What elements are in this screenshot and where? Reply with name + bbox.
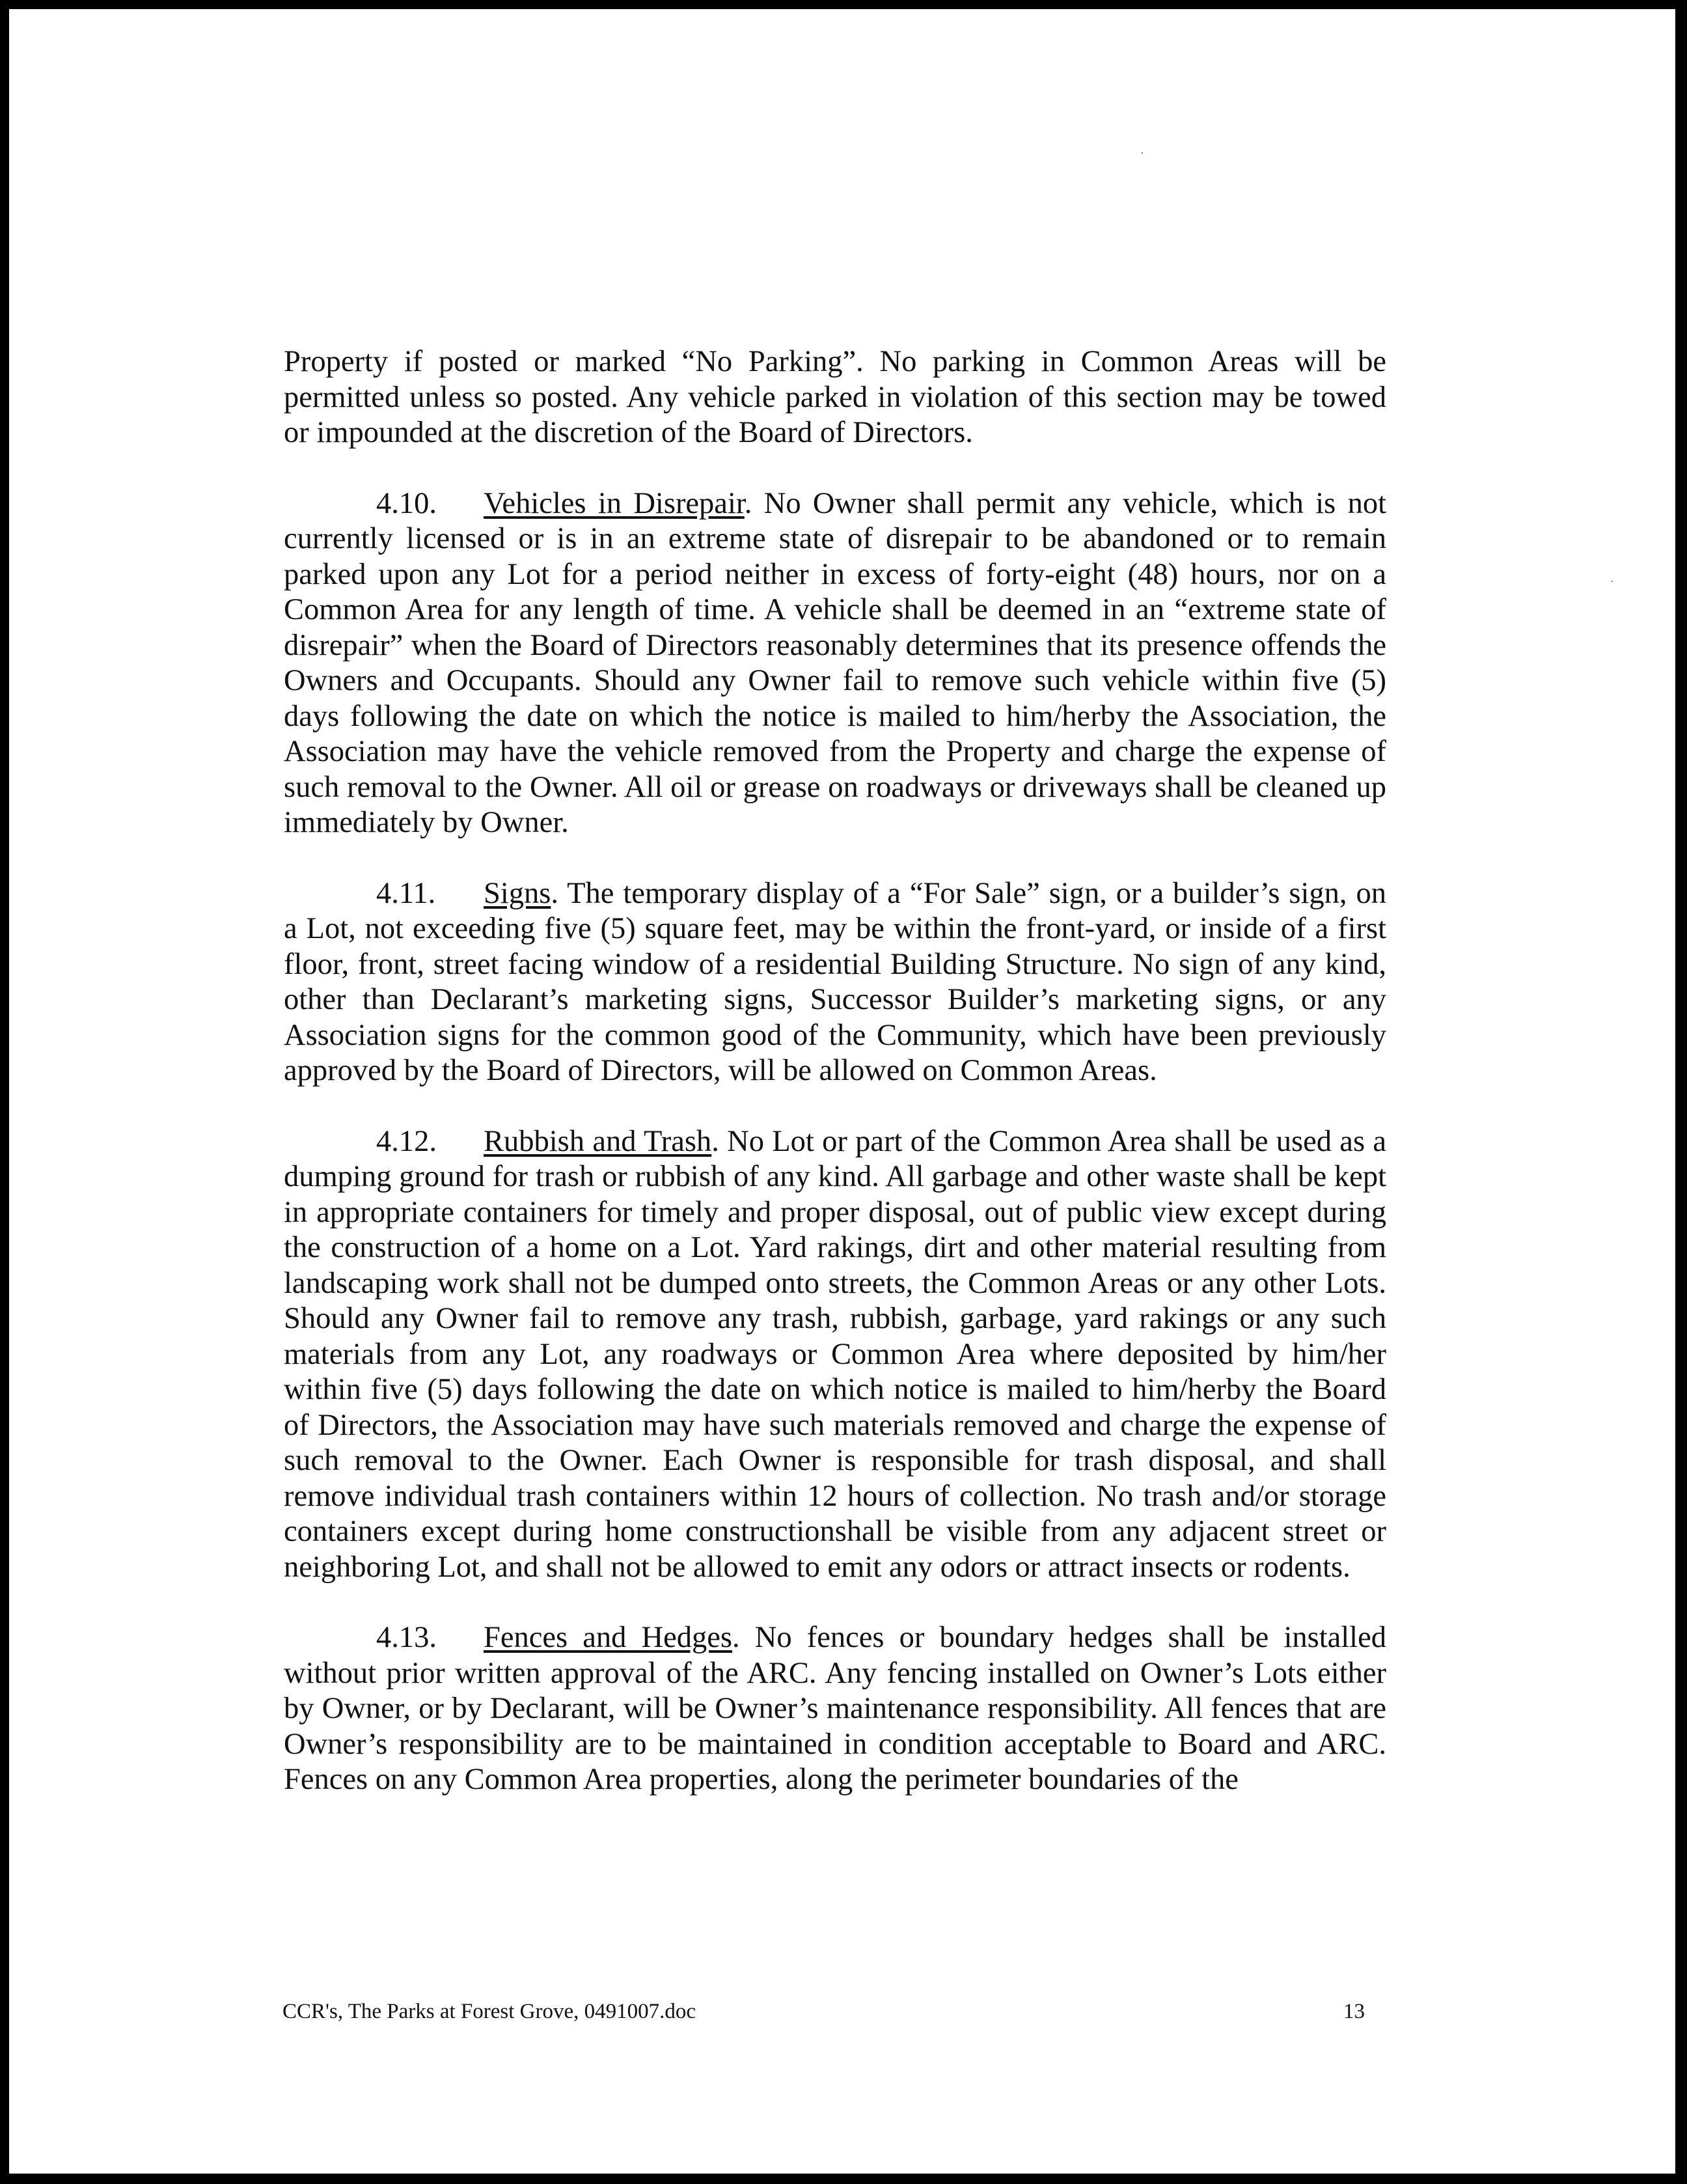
scan-speck xyxy=(1142,152,1143,154)
section-body: . No Owner shall permit any vehicle, which is not currently licensed or is in an extreme state of disrepair to be abandoned or to remain parked upon any Lot for a period neither in excess of forty-eight (48) hours, nor on a Common Area for any length of time. A vehicle shall be deemed in an “extreme state of disrepair” when the Board of Directors reasonably determines that its presence offends the Owners and Occupants. Should any Owner fail to remove such vehicle within five (5) days following the date on which the notice is mailed to him/herby the Association, the Association may have the vehicle removed from the Property and charge the expense of such removal to the Owner. All oil or grease on roadways or driveways shall be cleaned up immediately by Owner. xyxy=(284,486,1386,839)
section-number: 4.13. xyxy=(376,1621,437,1654)
document-page xyxy=(9,9,1675,2174)
page-number: 13 xyxy=(1343,2000,1365,2023)
intro-paragraph: Property if posted or marked “No Parking”. No parking in Common Areas will be permitted unless so posted. Any vehicle parked in violation of this section may be towed or impounded at the discretion of the Board of Directors. xyxy=(284,345,1386,449)
section-4-13 xyxy=(284,1620,1386,1798)
scan-speck xyxy=(1612,581,1613,582)
section-number: 4.11. xyxy=(376,876,436,910)
section-heading: Rubbish and Trash xyxy=(484,1124,712,1158)
section-number: 4.10. xyxy=(376,486,437,520)
section-4-10 xyxy=(284,486,1386,841)
section-heading: Fences and Hedges xyxy=(484,1621,732,1654)
section-number: 4.12. xyxy=(376,1124,437,1158)
section-body: . No fences or boundary hedges shall be installed without prior written approval of the ARC. Any fencing installed on Owner’s Lots either by Owner, or by Declarant, will be Owner’s maintenance responsibility. All fences that are Owner’s responsibility are to be maintained in condition acceptable to Board and ARC. Fences on any Common Area properties, along the perimeter boundaries of the xyxy=(284,1621,1386,1796)
section-body: . The temporary display of a “For Sale” sign, or a builder’s sign, on a Lot, not exceeding five (5) square feet, may be within the front-yard, or inside of a first floor, front, street facing window of a residential Building Structure. No sign of any kind, other than Declarant’s marketing signs, Successor Builder’s marketing signs, or any Association signs for the common good of the Community, which have been previously approved by the Board of Directors, will be allowed on Common Areas. xyxy=(284,876,1386,1087)
section-4-12 xyxy=(284,1124,1386,1586)
document-body xyxy=(284,344,1386,1833)
section-4-11 xyxy=(284,876,1386,1089)
section-heading: Signs xyxy=(484,876,551,910)
footer-filename: CCR's, The Parks at Forest Grove, 0491007.doc xyxy=(282,2000,696,2023)
section-heading: Vehicles in Disrepair xyxy=(484,486,745,520)
section-body: . No Lot or part of the Common Area shall be used as a dumping ground for trash or rubbish of any kind. All garbage and other waste shall be kept in appropriate containers for timely and proper disposal, out of public view except during the construction of a home on a Lot. Yard rakings, dirt and other material resulting from landscaping work shall not be dumped onto streets, the Common Areas or any other Lots. Should any Owner fail to remove any trash, rubbish, garbage, yard rakings or any such materials from any Lot, any roadways or Common Area where deposited by him/her within five (5) days following the date on which notice is mailed to him/herby the Board of Directors, the Association may have such materials removed and charge the expense of such removal to the Owner. Each Owner is responsible for trash disposal, and shall remove individual trash containers within 12 hours of collection. No trash and/or storage containers except during home constructionshall be visible from any adjacent street or neighboring Lot, and shall not be allowed to emit any odors or attract insects or rodents. xyxy=(284,1124,1386,1584)
